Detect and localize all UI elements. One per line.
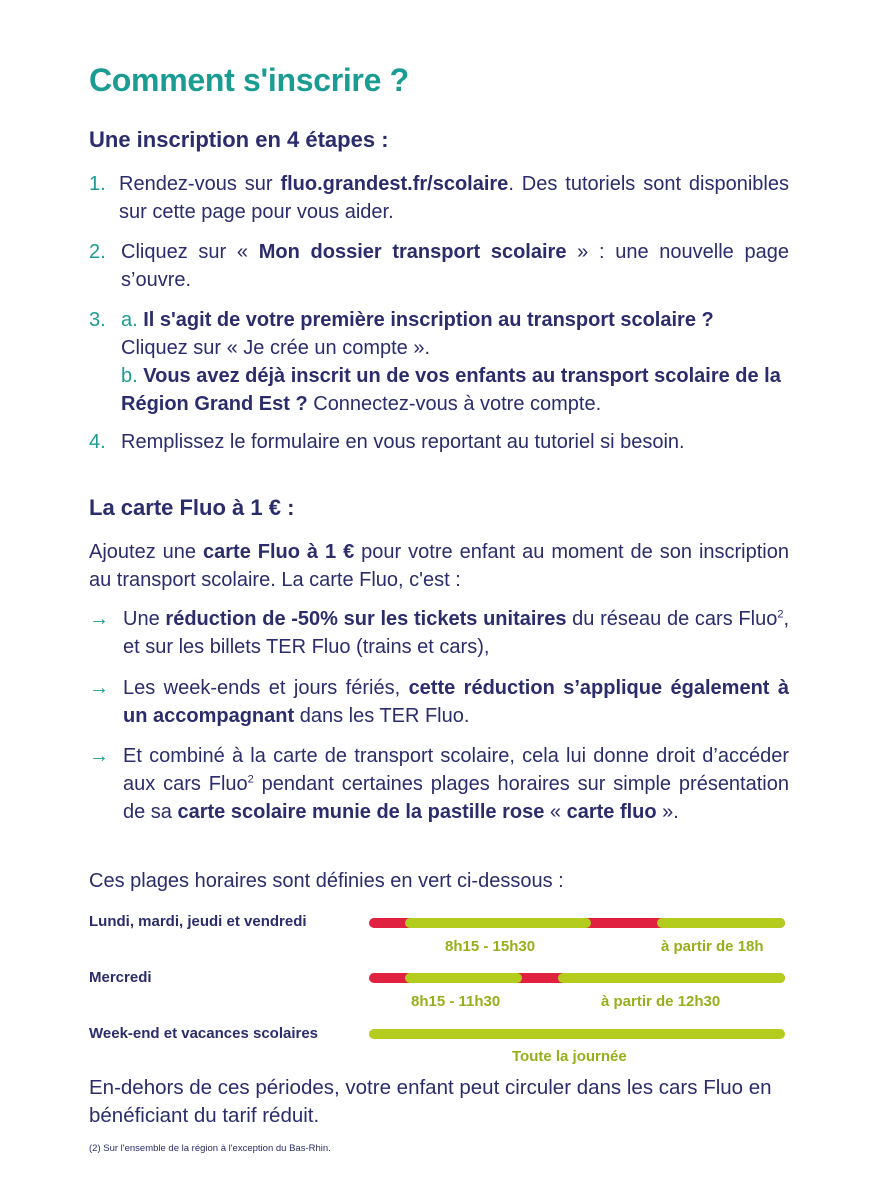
step-2-pre: Cliquez sur « — [121, 241, 259, 263]
step-1-post: . Des tutoriels sont disponibles sur cette page pour vous aider. — [119, 173, 789, 223]
benefit-3-post: ». — [656, 801, 679, 823]
fluo-link[interactable]: fluo.grandest.fr/scolaire — [280, 173, 509, 195]
step-2 — [89, 238, 789, 294]
card-heading: La carte Fluo à 1 € : — [89, 495, 295, 520]
schedule-intro: Ces plages horaires sont définies en vert ci-dessous : — [89, 870, 564, 892]
schedule-period: 8h15 - 15h30 — [445, 938, 536, 955]
benefit-1-post: , et sur les billets TER Fluo (trains et cars), — [123, 608, 790, 658]
benefit-2-pre: Les week-ends et jours fériés, — [123, 677, 409, 699]
benefit-1-bold: réduction de -50% sur les tickets unitaires — [165, 608, 567, 630]
schedule-label-weekdays: Lundi, mardi, jeudi et vendredi — [89, 913, 307, 930]
benefit-2-post: dans les TER Fluo. — [294, 705, 470, 727]
benefit-1-text — [123, 605, 789, 661]
benefit-3-bold2: carte fluo — [566, 801, 657, 823]
schedule-bar-allowed — [405, 973, 522, 983]
footnote-ref: 2 — [777, 608, 784, 621]
benefit-3-mid2: « — [544, 801, 567, 823]
benefit-item-1 — [89, 605, 789, 661]
schedule-label-wednesday: Mercredi — [89, 969, 152, 986]
step-3b — [121, 362, 789, 418]
step-2-post: » : une nouvelle page s’ouvre. — [121, 241, 790, 291]
arrow-right-icon: → — [89, 745, 109, 767]
step-3a — [121, 306, 789, 334]
benefit-1-mid: du réseau de cars Fluo — [566, 608, 778, 630]
card-intro-post: pour votre enfant au moment de son inscription au transport scolaire. La carte Fluo, c'est : — [89, 541, 789, 591]
benefit-item-3 — [89, 742, 789, 826]
step-2-text — [121, 238, 789, 294]
step-1-pre: Rendez-vous sur — [119, 173, 281, 195]
schedule-bar-allowed — [657, 918, 785, 928]
arrow-right-icon: → — [89, 677, 109, 699]
benefit-3-mid: pendant certaines plages horaires sur simple présentation de sa — [123, 773, 789, 823]
schedule-period: à partir de 12h30 — [601, 993, 721, 1010]
schedule-bar-allowed — [405, 918, 591, 928]
step-1-number: 1. — [89, 173, 106, 195]
step-3-text — [121, 306, 789, 418]
footnote-ref: 2 — [247, 773, 254, 786]
step-4 — [89, 428, 789, 456]
step-1-text — [119, 170, 789, 226]
schedule-label-weekend: Week-end et vacances scolaires — [89, 1025, 319, 1042]
step-3b-bold: Vous avez déjà inscrit un de vos enfants au transport scolaire de la Région Grand Est ? — [121, 365, 781, 415]
page-title: Comment s'inscrire ? — [89, 62, 409, 98]
schedule-bar-allowed — [558, 973, 785, 983]
step-2-number: 2. — [89, 241, 106, 263]
step-3b-text: Connectez-vous à votre compte. — [307, 393, 602, 415]
step-3a-bold: Il s'agit de votre première inscription au transport scolaire ? — [143, 309, 714, 331]
card-intro-bold: carte Fluo à 1 € — [203, 541, 355, 563]
benefit-1-pre: Une — [123, 608, 166, 630]
step-3b-letter: b. — [121, 365, 138, 387]
schedule-period: Toute la journée — [512, 1048, 627, 1065]
schedule-period: 8h15 - 11h30 — [411, 993, 501, 1010]
steps-heading: Une inscription en 4 étapes : — [89, 127, 389, 152]
benefit-2-bold: cette réduction s’applique également à un accompagnant — [123, 677, 789, 727]
step-2-bold: Mon dossier transport scolaire — [258, 241, 567, 263]
benefit-2-text — [123, 674, 789, 730]
step-4-text: Remplissez le formulaire en vous reportant au tutoriel si besoin. — [121, 431, 685, 453]
step-4-number: 4. — [89, 431, 106, 453]
card-intro — [89, 538, 789, 594]
benefit-item-2 — [89, 674, 789, 730]
schedule-bar-allowed — [369, 1029, 785, 1039]
benefit-3-text — [123, 742, 789, 826]
benefit-3-bold: carte scolaire munie de la pastille rose — [177, 801, 545, 823]
step-3a-letter: a. — [121, 309, 138, 331]
schedule-period: à partir de 18h — [661, 938, 764, 955]
step-3a-text: Cliquez sur « Je crée un compte ». — [121, 337, 431, 359]
card-intro-pre: Ajoutez une — [89, 541, 203, 563]
footnote: (2) Sur l'ensemble de la région à l'exception du Bas-Rhin. — [89, 1143, 331, 1154]
step-3-number: 3. — [89, 309, 106, 331]
step-1 — [89, 170, 789, 226]
arrow-right-icon: → — [89, 608, 109, 630]
closing-text: En-dehors de ces périodes, votre enfant peut circuler dans les cars Fluo en bénéficiant du tarif réduit. — [89, 1076, 772, 1127]
benefit-3-pre: Et combiné à la carte de transport scolaire, cela lui donne droit d’accéder aux cars Fluo — [123, 745, 789, 795]
step-3 — [89, 306, 789, 418]
